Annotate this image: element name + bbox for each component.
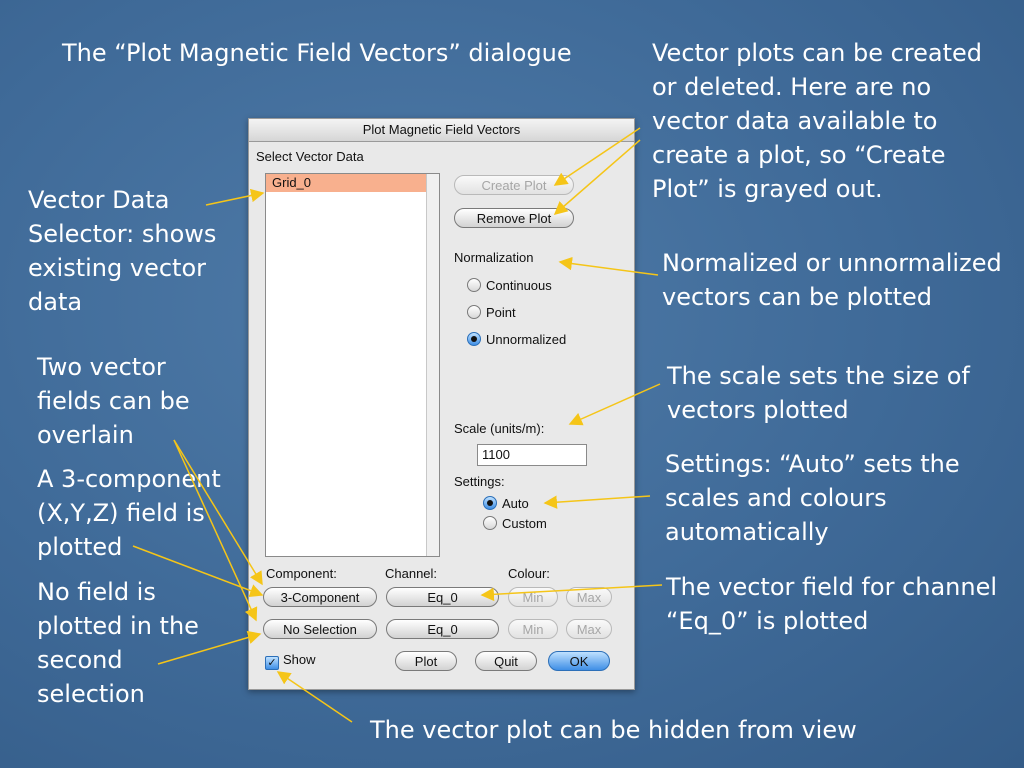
show-label: Show: [283, 652, 316, 667]
remove-plot-button[interactable]: Remove Plot: [454, 208, 574, 228]
scale-label: Scale (units/m):: [454, 421, 545, 436]
show-checkbox[interactable]: [265, 651, 316, 669]
slide-title: The “Plot Magnetic Field Vectors” dialogue: [62, 39, 572, 67]
note-settings: Settings: “Auto” sets the scales and colours automatically: [665, 450, 960, 546]
radio-selected-icon: [467, 332, 481, 346]
component-select-2[interactable]: No Selection: [263, 619, 377, 639]
radio-label: Point: [486, 305, 516, 320]
note-hidden: The vector plot can be hidden from view: [370, 716, 857, 744]
note-overlain: Two vector fields can be overlain: [37, 353, 190, 449]
note-no-field: No field is plotted in the second selection: [37, 578, 199, 708]
normalization-label: Normalization: [454, 250, 534, 265]
vector-data-list[interactable]: [265, 173, 440, 557]
select-vector-data-label: Select Vector Data: [256, 149, 364, 164]
radio-unnormalized[interactable]: [467, 331, 566, 349]
radio-icon: [467, 278, 481, 292]
channel-header: Channel:: [385, 566, 438, 581]
radio-label: Continuous: [486, 278, 552, 293]
note-vector-plots: Vector plots can be created or deleted. Here are no vector data available to create a plot, so “Create Plot” is grayed out.: [652, 39, 983, 203]
colour-max-button-2[interactable]: Max: [566, 619, 612, 639]
list-item[interactable]: Grid_0: [266, 174, 427, 192]
radio-selected-icon: [483, 496, 497, 510]
create-plot-button[interactable]: Create Plot: [454, 175, 574, 195]
plot-vectors-dialog: [248, 118, 635, 690]
settings-label: Settings:: [454, 474, 505, 489]
note-channel: The vector field for channel “Eq_0” is plotted: [666, 573, 998, 635]
note-scale: The scale sets the size of vectors plotted: [667, 362, 970, 424]
radio-icon: [483, 516, 497, 530]
radio-continuous[interactable]: [467, 277, 552, 295]
radio-auto[interactable]: [483, 495, 529, 513]
colour-header: Colour:: [508, 566, 550, 581]
radio-custom[interactable]: [483, 515, 547, 533]
plot-button[interactable]: Plot: [395, 651, 457, 671]
component-header: Component:: [266, 566, 337, 581]
colour-min-button-2[interactable]: Min: [508, 619, 558, 639]
colour-min-button-1[interactable]: Min: [508, 587, 558, 607]
radio-label: Auto: [502, 496, 529, 511]
radio-label: Unnormalized: [486, 332, 567, 347]
list-scrollbar[interactable]: [426, 174, 439, 556]
checkmark-icon: ✓: [265, 656, 279, 670]
note-selector: Vector Data Selector: shows existing vector data: [28, 186, 217, 316]
note-normalized: Normalized or unnormalized vectors can be plotted: [662, 249, 1002, 311]
dialog-title: Plot Magnetic Field Vectors: [249, 119, 634, 142]
radio-icon: [467, 305, 481, 319]
note-three-component: A 3-component (X,Y,Z) field is plotted: [37, 465, 221, 561]
channel-select-2[interactable]: Eq_0: [386, 619, 499, 639]
radio-point[interactable]: [467, 304, 516, 322]
component-select-1[interactable]: 3-Component: [263, 587, 377, 607]
channel-select-1[interactable]: Eq_0: [386, 587, 499, 607]
ok-button[interactable]: OK: [548, 651, 610, 671]
colour-max-button-1[interactable]: Max: [566, 587, 612, 607]
quit-button[interactable]: Quit: [475, 651, 537, 671]
radio-label: Custom: [502, 516, 547, 531]
scale-input[interactable]: 1100: [477, 444, 587, 466]
